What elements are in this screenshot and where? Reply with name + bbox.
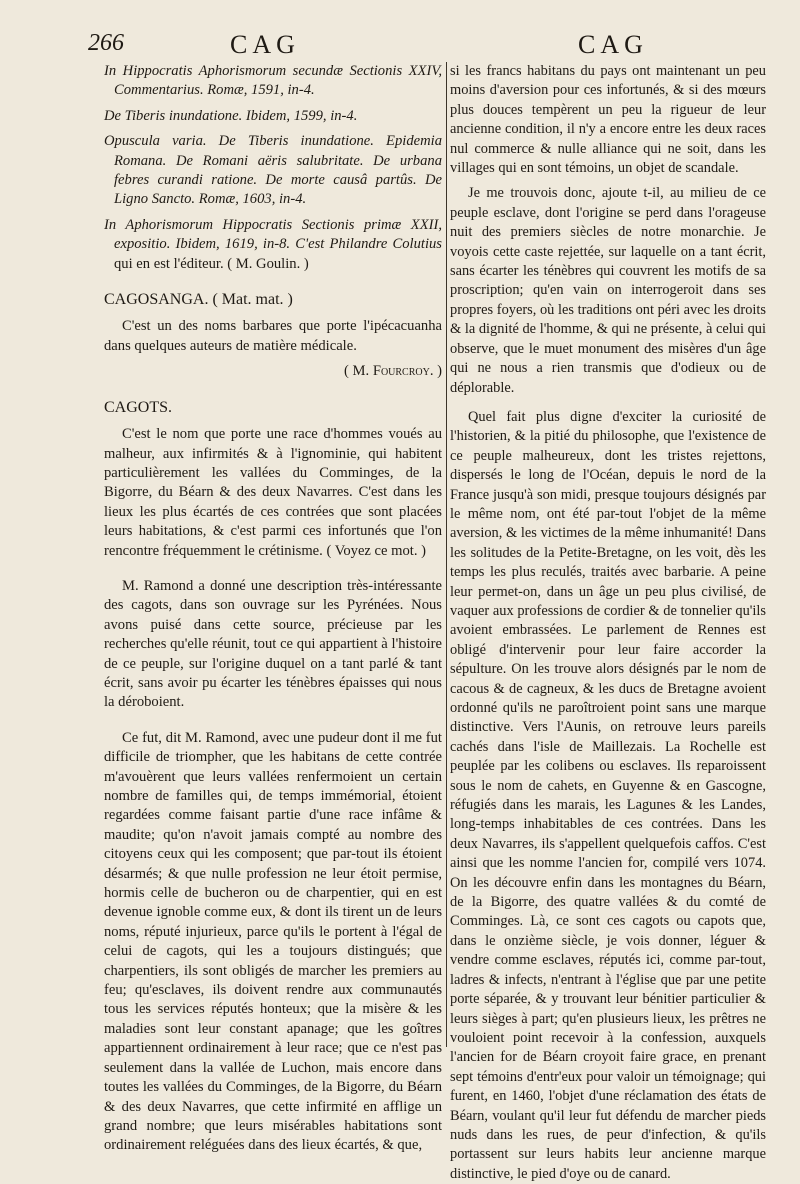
bib-entry-last — [104, 216, 442, 274]
bib-entry-editor: qui en est l'éditeur. ( M. Goulin. ) — [114, 255, 309, 272]
cagosanga-text: C'est un des noms barbares que porte l'ipécacuanha dans quelques auteurs de matière médicale. — [104, 318, 442, 354]
right-column — [450, 62, 766, 1184]
cagots-paragraph: M. Ramond a donné une description très-intéressante des cagots, dans son ouvrage sur les Pyrénées. Nous avons puisé dans cette source, précieuse par les recherches qu'elle réunit, tout ce qui appartient à l'histoire de ce peuple, sur l'origine duquel on a tant parlé & tant écrit, sans avoir pu écarter les ténèbres épaisses qui nous la déroboient. — [104, 577, 442, 711]
cagots-paragraph: Quel fait plus digne d'exciter la curiosité de l'historien, & la pitié du philosophe, que l'existence de ce peuple malheureux, dont les tristes rejettons, dispersés le long de l'Océan, depuis le nord de la France jusqu'à son midi, presque toujours désignés par le même nom, ont été par-tout l'objet de la même aversion, & les victimes de la même inhumanité! Dans les solitudes de la Petite-Bretagne, on les voit, dès les temps les plus reculés, traités avec barbarie. A peine leur permet-on, dans un âge un peu plus civilisé, de vaquer aux professions de cordier & de tonnelier qu'ils avoient embrassées. Le parlement de Rennes est obligé d'intervenir pour leur faire accorder la sépulture. On les trouve alors désignés par le nom de cacous & de cagneux, & les ducs de Bretagne avoient ordonné qu'ils ne paroîtroient point sans une marque distinctive. Vers l'Aunis, on retrouve leurs pareils cachés dans l'isle de Maillezais. La Rochelle est peuplée par les colibens ou esclaves. Ils reparoissent sous le nom de cahets, en Guyenne & en Gascogne, réfugiés dans les marais, les Lagunes & les Landes, long-temps inhabitables de ces contrées. Dans les deux Navarres, ils s'appellent quelquefois caffos. C'est ainsi que les nomme l'ancien for, compilé vers 1074. On les découvre enfin dans les montagnes du Béarn, de la Bigorre, des quatre vallées & du comté de Comminges. Là, ce sont ces cagots ou capots que, dans le onzième siècle, je vois donner, léguer & vendre comme esclaves, réputés ici, comme par-tout, ladres & infects, n'entrant à l'église que par une petite porte séparée, & y trouvant leur bénitier particulier & leurs sièges à part; qu'en plusieurs lieux, les prêtres ne vouloient point recevoir à la confession, auxquels l'ancien for de Béarn croyoit faire grace, en prenant sept témoins d'entr'eux pour valoir un témoignage; qui furent, en 1460, l'objet d'une réclamation des états de Béarn, voulant qu'il leur fut défendu de marcher pieds nuds dans les rues, de peur d'infection, & qu'ils portassent sur leurs habits leur ancienne marque distinctive, le pied d'oye ou de canard. — [450, 408, 766, 1182]
bib-entry: De Tiberis inundatione. Ibidem, 1599, in-4. — [104, 107, 358, 124]
cagots-paragraph: si les francs habitans du pays ont maintenant un peu moins d'aversion pour ces infortunés, & si des mœurs plus douces tempèrent un peu la rigueur de leur ancienne condition, il n'y a encore entre les deux races nul commerce & nulle alliance qui ne soit, dans les villages qui en sont témoins, un objet de scandale. — [450, 63, 766, 177]
bib-entry: Opuscula varia. De Tiberis inundatione. Epidemia Romana. De Romani aëris salubritate. De urbana febres curandi ratione. De morte causâ partûs. De Ligno Sancto. Romæ, 1603, in-4. — [104, 133, 442, 208]
running-header — [88, 30, 740, 64]
headword-cagots: CAGOTS. — [104, 398, 173, 416]
header-word-right: CAG — [578, 30, 648, 59]
bib-entry: In Hippocratis Aphorismorum secundæ Sectionis XXIV, Commentarius. Romæ, 1591, in-4. — [104, 63, 442, 99]
page-number: 266 — [88, 30, 124, 56]
bib-entry-italic: In Aphorismorum Hippocratis Sectionis primæ XXII, expositio. Ibidem, 1619, in-8. C'est Philandre Colutius — [104, 216, 442, 253]
header-word-left: CAG — [230, 30, 300, 59]
cagots-paragraph: Je me trouvois donc, ajoute t-il, au milieu de ce peuple esclave, dont l'origine se perd dans l'orageuse nuit des premiers siècles de notre monarchie. Je voyois cette caste rejettée, sur laquelle on a tant écrit, sans écarter les ténèbres qui couvrent les motifs de sa proscription; qu'en vain on interrogeroit dans ses propres foyers, où les traditions ont péri avec les droits & la dignité de l'homme, & qui ne présente, à celui qui observe, que le muet monument des misères d'un âge qui ne nous a rien transmis que d'odieux ou de déplorable. — [450, 185, 766, 396]
left-column — [104, 62, 442, 1156]
headword-cagosanga: CAGOSANGA. ( Mat. mat. ) — [104, 291, 293, 309]
author-signature: ( M. Fourcroy. ) — [344, 363, 442, 380]
cagots-paragraph: Ce fut, dit M. Ramond, avec une pudeur dont il me fut difficile de triompher, que les habitans de cette contrée m'avouèrent que leurs vallées renfermoient un certain nombre de familles qui, de temps immémorial, étoient regardées comme faisant partie d'une race infâme & maudite; qu'on n'avoit jamais compté au nombre des citoyens ceux qui les composent; que par-tout ils étoient désarmés; & que nulle profession ne leur étoit permise, hormis celle de bucheron ou de charpentier, qui en est devenue ignoble comme eux, & dont ils tirent un de leurs noms, réputé injurieux, parce qu'ils le portent à l'égal de celui de cagots, qui les a toujours distingués; que charpentiers, ils sont obligés de marcher les premiers au feu; qu'esclaves, ils doivent rendre aux communautés tous les services réputés honteux; que la misère & les maladies sont leur constant apanage; que les goîtres appartiennent ordinairement à leur race; que ce n'est pas seulement dans la vallée de Luchon, mais encore dans toutes les vallées du Comminges, de la Bigorre, du Béarn & des deux Navarres, que cette infirmité en afflige un grand nombre; que leurs misérables habitations sont ordinairement reléguées dans des lieux écartés, & que, — [104, 729, 442, 1154]
cagots-paragraph: C'est le nom que porte une race d'hommes voués au malheur, aux infirmités & à l'ignominie, qui habitent particulièrement les vallées du Comminges, de la Bigorre, du Béarn & des deux Navarres. C'est dans les lieux les plus écartés de ces contrées que sont placées leurs habitations, & c'est parmi ces infortunés que l'on rencontre fréquemment le crétinisme. ( Voyez ce mot. ) — [104, 426, 442, 559]
column-divider — [446, 62, 447, 1047]
